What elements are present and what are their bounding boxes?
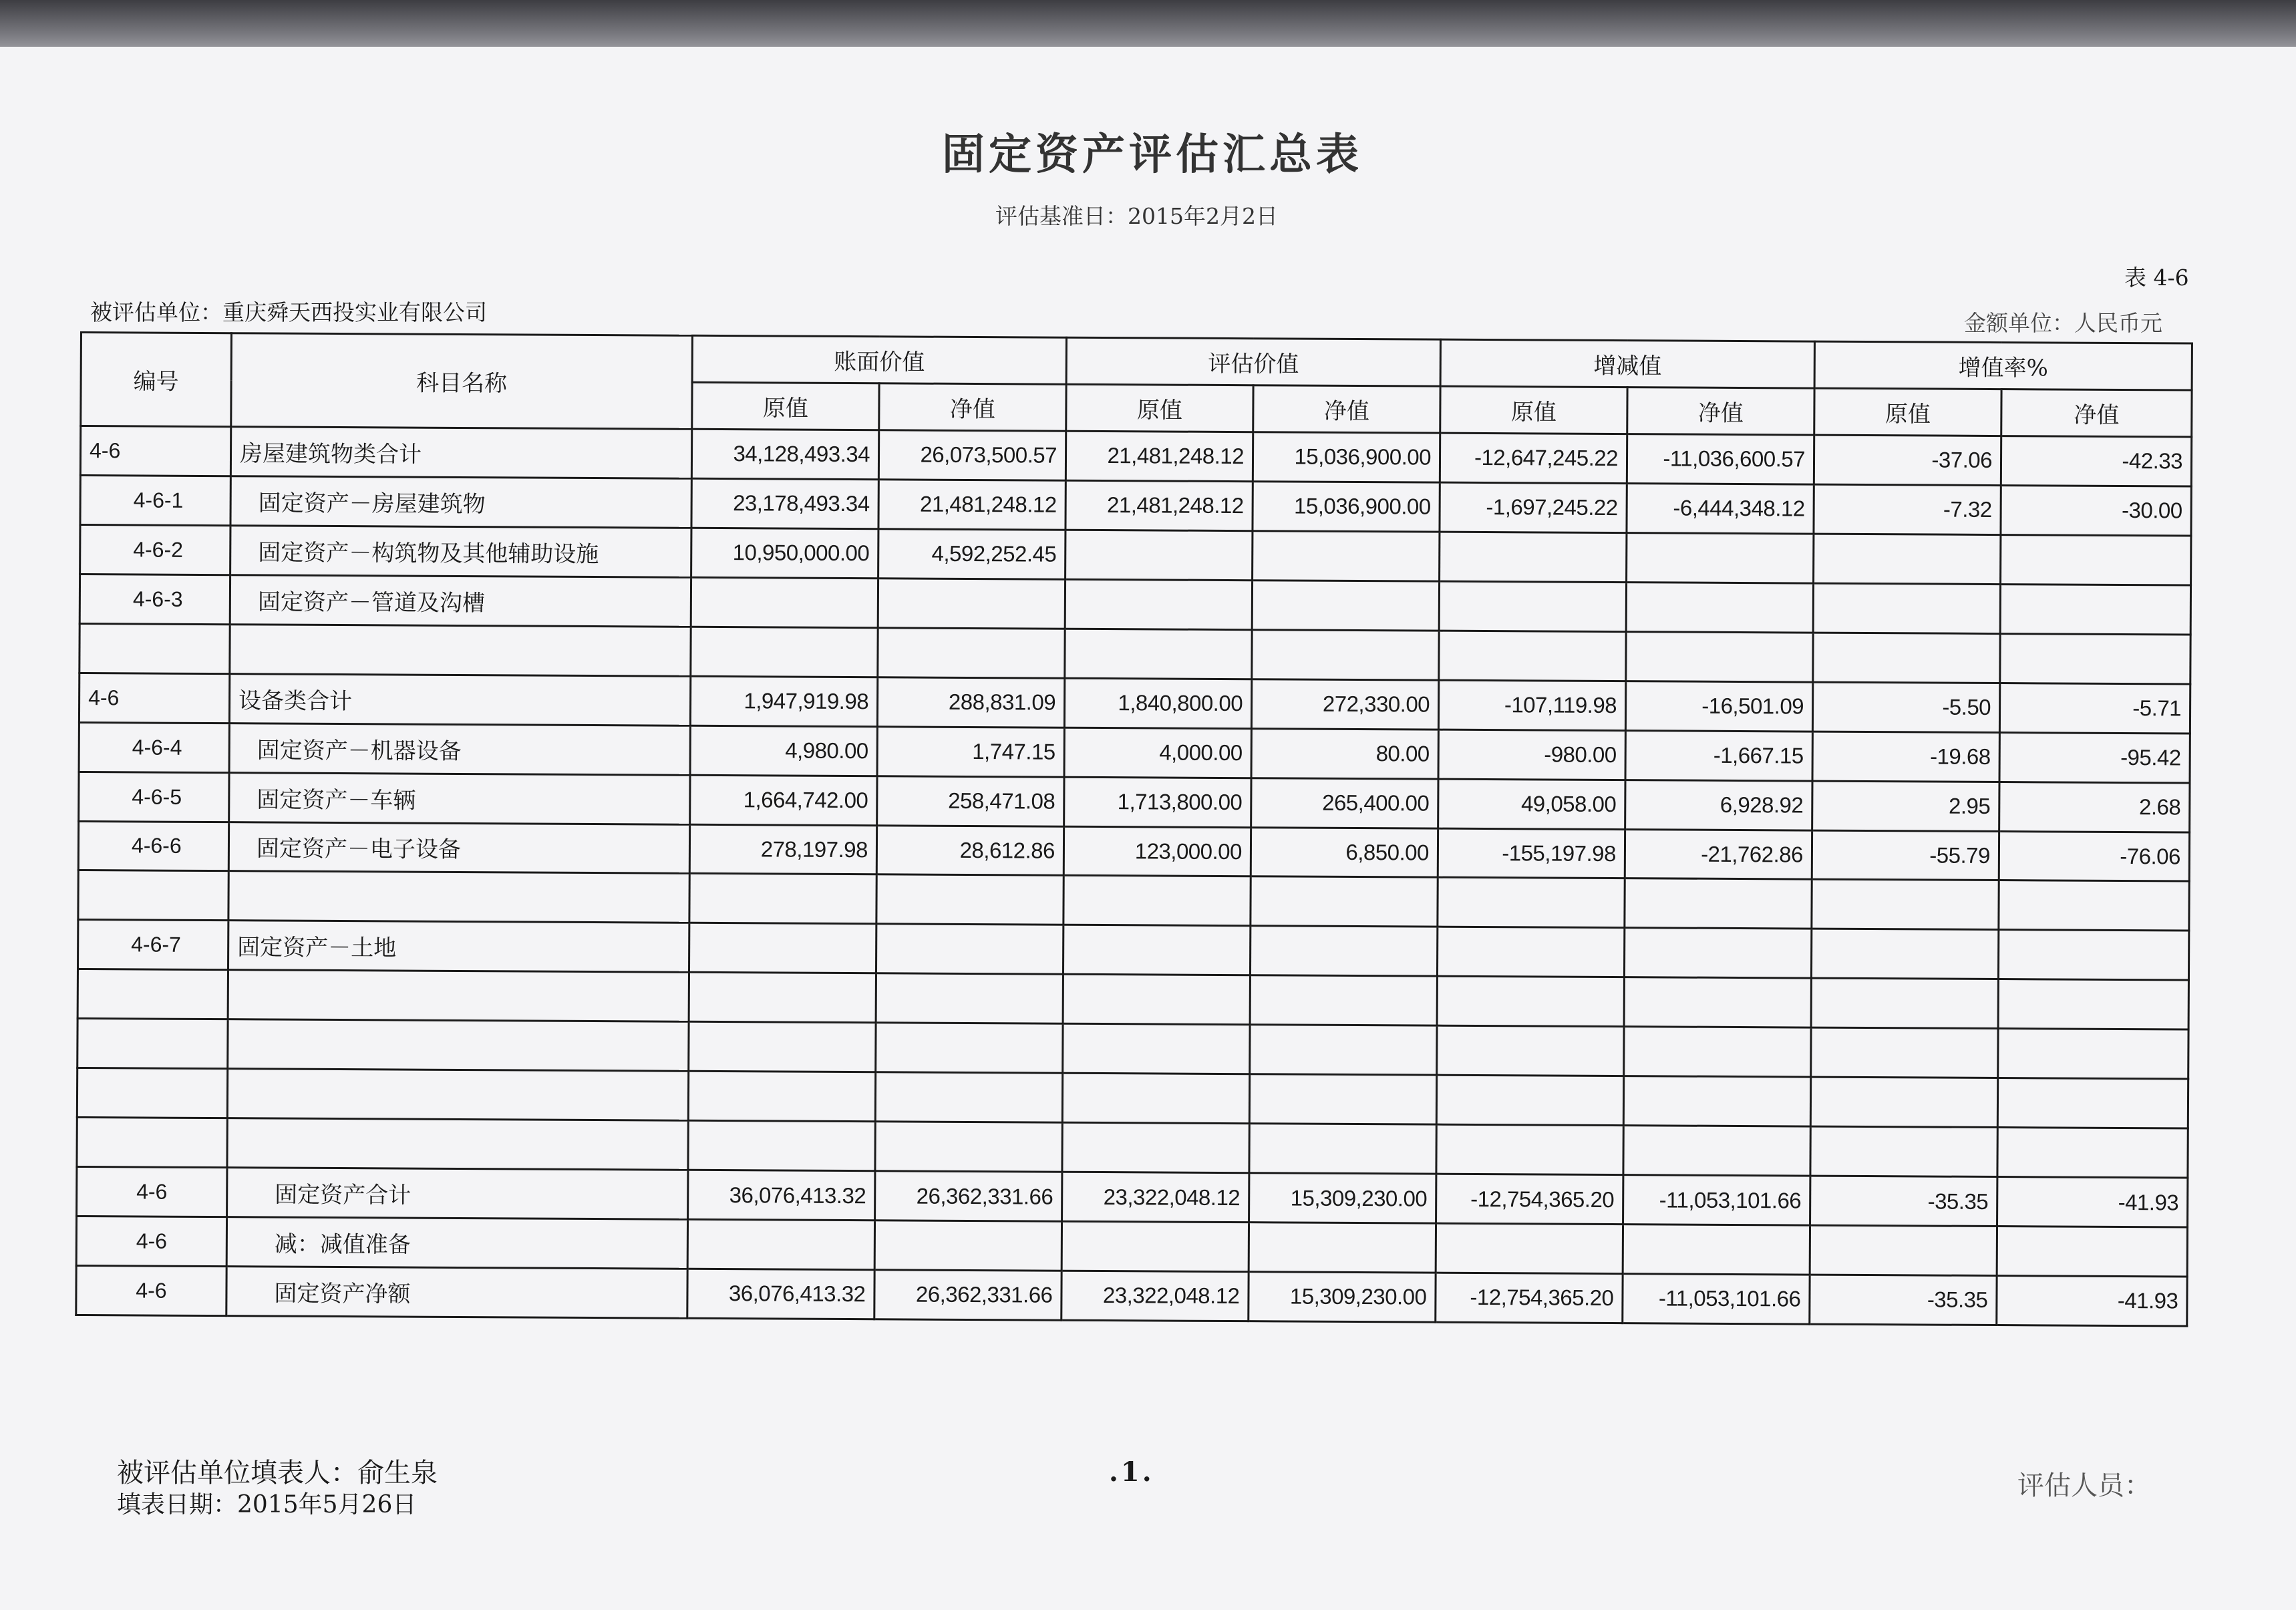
- cell-eval-net: 272,330.00: [1251, 679, 1438, 729]
- cell-chg-orig: [1438, 878, 1625, 928]
- cell-book-net: 26,073,500.57: [878, 430, 1065, 480]
- cell-name: 固定资产－房屋建筑物: [230, 476, 691, 528]
- cell-code: 4-6: [76, 1216, 226, 1266]
- currency-unit: 金额单位：人民币元: [1964, 310, 2162, 336]
- cell-chg-net: -11,053,101.66: [1623, 1175, 1810, 1225]
- appraised-unit: [90, 295, 487, 327]
- cell-chg-net: -11,053,101.66: [1623, 1274, 1810, 1325]
- cell-name: [230, 624, 691, 676]
- cell-name: [228, 1019, 689, 1072]
- cell-book-net: [875, 1072, 1062, 1122]
- header-row-group: [81, 333, 2192, 391]
- page-number: .1.: [1109, 1456, 1154, 1488]
- cell-rate-net: [1998, 930, 2188, 980]
- cell-chg-orig: [1439, 631, 1626, 681]
- fill-date-value: 2015年5月26日: [237, 1491, 417, 1518]
- cell-name: 固定资产－管道及沟槽: [230, 575, 691, 627]
- cell-eval-orig: 123,000.00: [1063, 826, 1251, 876]
- cell-name: 固定资产－车辆: [229, 772, 690, 824]
- cell-name: 固定资产－土地: [228, 921, 689, 973]
- header-book-value: 账面价值: [692, 335, 1066, 384]
- header-book-net: 净值: [879, 383, 1066, 431]
- base-date-value: 2015年2月2日: [1128, 203, 1278, 229]
- cell-chg-orig: [1436, 1124, 1623, 1174]
- cell-chg-net: [1624, 1027, 1811, 1077]
- cell-eval-net: [1252, 581, 1439, 631]
- cell-chg-net: [1623, 1126, 1810, 1176]
- cell-eval-orig: [1063, 876, 1251, 926]
- cell-eval-orig: [1062, 1073, 1249, 1123]
- cell-book-orig: [688, 1071, 875, 1121]
- cell-code: 4-6-1: [80, 475, 230, 525]
- cell-eval-orig: 4,000.00: [1064, 728, 1251, 778]
- header-change: 增减值: [1440, 339, 1814, 388]
- cell-rate-net: [1999, 880, 2189, 931]
- cell-name: 固定资产净额: [226, 1267, 687, 1319]
- cell-rate-net: -30.00: [2001, 485, 2191, 535]
- fill-date: [117, 1486, 416, 1520]
- cell-book-orig: [689, 923, 876, 973]
- cell-book-orig: 278,197.98: [689, 824, 876, 874]
- cell-book-net: 26,362,331.66: [875, 1171, 1062, 1221]
- cell-chg-net: [1626, 582, 1813, 632]
- cell-chg-orig: -12,647,245.22: [1440, 433, 1627, 483]
- cell-rate-orig: 2.95: [1812, 781, 1999, 831]
- cell-eval-orig: [1065, 629, 1252, 679]
- cell-code: 4-6: [79, 673, 229, 723]
- cell-code: 4-6-4: [79, 722, 229, 772]
- cell-eval-net: [1251, 876, 1438, 927]
- cell-name: [227, 1069, 688, 1121]
- cell-book-net: [878, 628, 1065, 678]
- cell-code: [77, 1118, 227, 1168]
- cell-book-orig: 36,076,413.32: [688, 1170, 875, 1220]
- cell-eval-orig: 23,322,048.12: [1062, 1172, 1249, 1222]
- cell-eval-net: [1253, 531, 1440, 581]
- cell-name: 固定资产－电子设备: [228, 822, 689, 874]
- cell-rate-net: -42.33: [2001, 436, 2191, 486]
- cell-eval-net: 6,850.00: [1251, 827, 1438, 877]
- cell-book-orig: [691, 577, 878, 627]
- cell-eval-net: 15,309,230.00: [1249, 1272, 1436, 1323]
- cell-rate-orig: -35.35: [1810, 1275, 1997, 1325]
- cell-book-orig: [691, 627, 878, 677]
- cell-rate-net: [1997, 1128, 2188, 1178]
- cell-name: [227, 1118, 688, 1170]
- cell-chg-net: [1624, 977, 1811, 1027]
- cell-chg-orig: [1439, 581, 1626, 631]
- cell-book-net: [876, 924, 1063, 974]
- cell-book-net: 28,612.86: [876, 825, 1063, 875]
- cell-code: 4-6-3: [79, 574, 230, 624]
- header-change-original: 原值: [1440, 386, 1627, 434]
- cell-book-orig: 36,076,413.32: [687, 1269, 874, 1319]
- header-code: 编号: [81, 333, 232, 427]
- cell-book-net: 288,831.09: [877, 677, 1064, 727]
- table-row: [76, 1265, 2187, 1326]
- preparer-name: 俞生泉: [357, 1458, 438, 1488]
- cell-chg-net: [1626, 631, 1813, 681]
- cell-rate-orig: [1814, 534, 2001, 584]
- cell-chg-orig: -12,754,365.20: [1436, 1174, 1623, 1224]
- cell-chg-orig: [1436, 1223, 1623, 1273]
- cell-chg-net: -16,501.09: [1625, 681, 1812, 731]
- cell-rate-orig: -55.79: [1812, 830, 1999, 880]
- cell-chg-orig: -1,697,245.22: [1440, 482, 1627, 532]
- cell-rate-net: [1998, 979, 2188, 1029]
- cell-chg-net: -6,444,348.12: [1627, 484, 1814, 534]
- table-number: 表 4-6: [2124, 265, 2189, 291]
- cell-rate-orig: [1812, 880, 1999, 930]
- cell-book-net: [876, 874, 1063, 925]
- header-eval-net: 净值: [1253, 385, 1440, 433]
- cell-rate-orig: [1811, 929, 1998, 979]
- cell-book-orig: 34,128,493.34: [691, 429, 878, 479]
- appraised-unit-label: 被评估单位：: [90, 299, 222, 325]
- cell-book-net: 1,747.15: [877, 726, 1064, 776]
- cell-eval-net: [1250, 926, 1437, 976]
- cell-rate-net: 2.68: [1999, 782, 2190, 832]
- appraiser-label: 评估人员：: [2017, 1470, 2151, 1501]
- cell-eval-net: [1249, 1124, 1436, 1174]
- cell-eval-net: 15,036,900.00: [1253, 432, 1440, 482]
- cell-chg-net: 6,928.92: [1625, 780, 1812, 830]
- cell-rate-net: -41.93: [1997, 1177, 2188, 1227]
- cell-eval-net: 80.00: [1251, 728, 1438, 778]
- cell-chg-orig: -155,197.98: [1438, 828, 1625, 878]
- cell-rate-orig: [1811, 1027, 1998, 1078]
- cell-code: 4-6: [77, 1167, 227, 1217]
- cell-chg-orig: [1437, 976, 1624, 1026]
- cell-eval-orig: [1065, 579, 1252, 629]
- cell-name: 设备类合计: [229, 673, 690, 726]
- base-date: [995, 199, 1278, 230]
- cell-rate-orig: [1810, 1077, 1997, 1127]
- cell-rate-net: -76.06: [1999, 831, 2189, 881]
- cell-rate-net: [2001, 534, 2191, 585]
- cell-rate-orig: -7.32: [1814, 484, 2001, 534]
- cell-chg-net: [1625, 878, 1812, 929]
- cell-eval-orig: [1062, 1122, 1249, 1172]
- cell-eval-net: [1252, 629, 1439, 679]
- cell-rate-orig: [1810, 1225, 1997, 1275]
- cell-rate-net: -5.71: [1999, 683, 2190, 733]
- cell-book-orig: [687, 1219, 874, 1269]
- cell-chg-net: [1623, 1225, 1810, 1275]
- header-rate-original: 原值: [1814, 388, 2001, 436]
- cell-code: 4-6: [76, 1265, 226, 1315]
- cell-rate-orig: [1813, 583, 2000, 633]
- cell-book-orig: [688, 1120, 875, 1170]
- cell-eval-orig: [1065, 530, 1253, 580]
- cell-name: 减：减值准备: [226, 1217, 687, 1269]
- cell-chg-orig: [1440, 532, 1627, 582]
- cell-chg-orig: [1436, 1075, 1623, 1125]
- cell-chg-orig: -980.00: [1438, 730, 1625, 780]
- cell-rate-orig: -37.06: [1814, 435, 2001, 485]
- cell-book-net: [875, 1122, 1062, 1172]
- cell-rate-orig: [1810, 1126, 1997, 1176]
- cell-name: [228, 970, 689, 1022]
- cell-rate-net: [1997, 1078, 2188, 1128]
- cell-name: 固定资产－机器设备: [229, 723, 690, 775]
- cell-chg-orig: [1437, 1025, 1624, 1076]
- cell-rate-orig: -35.35: [1810, 1176, 1997, 1226]
- cell-eval-orig: 23,322,048.12: [1061, 1271, 1249, 1321]
- cell-chg-orig: -12,754,365.20: [1436, 1273, 1623, 1323]
- cell-name: 固定资产合计: [227, 1168, 688, 1220]
- cell-chg-net: -1,667.15: [1625, 730, 1812, 780]
- cell-rate-orig: [1813, 633, 2000, 683]
- cell-book-net: 258,471.08: [877, 776, 1064, 826]
- base-date-label: 评估基准日：: [995, 203, 1128, 229]
- cell-code: [78, 870, 228, 921]
- cell-name: [228, 871, 689, 923]
- cell-book-orig: 10,950,000.00: [691, 528, 878, 578]
- cell-book-orig: [689, 874, 876, 924]
- cell-code: [79, 623, 230, 673]
- cell-eval-orig: [1063, 925, 1250, 975]
- cell-book-orig: 1,947,919.98: [690, 676, 877, 726]
- header-appraised-value: 评估价值: [1066, 337, 1440, 386]
- summary-table: [75, 331, 2193, 1327]
- cell-book-orig: 23,178,493.34: [691, 478, 878, 528]
- cell-book-orig: 1,664,742.00: [690, 775, 877, 825]
- cell-rate-net: [2000, 633, 2190, 683]
- cell-book-net: [876, 973, 1063, 1023]
- cell-eval-orig: 21,481,248.12: [1065, 480, 1253, 530]
- cell-chg-orig: [1437, 927, 1624, 977]
- cell-rate-net: -41.93: [1997, 1275, 2187, 1326]
- cell-chg-net: -11,036,600.57: [1627, 434, 1814, 484]
- cell-rate-net: -95.42: [1999, 732, 2190, 782]
- cell-eval-orig: [1063, 1023, 1250, 1074]
- cell-name: 房屋建筑物类合计: [230, 427, 691, 479]
- cell-eval-net: [1249, 1074, 1436, 1124]
- fill-date-label: 填表日期：: [117, 1491, 238, 1518]
- cell-rate-net: [1998, 1029, 2188, 1079]
- cell-eval-net: [1250, 975, 1437, 1025]
- cell-book-net: [876, 1023, 1063, 1073]
- cell-eval-orig: 21,481,248.12: [1065, 431, 1253, 481]
- header-rate-net: 净值: [2001, 389, 2192, 437]
- preparer: [117, 1452, 438, 1490]
- cell-code: 4-6-2: [80, 524, 230, 575]
- header-eval-original: 原值: [1066, 384, 1253, 432]
- cell-book-net: 4,592,252.45: [878, 529, 1065, 579]
- cell-chg-net: [1627, 533, 1814, 583]
- cell-eval-net: 265,400.00: [1251, 778, 1438, 828]
- cell-code: [77, 969, 228, 1019]
- cell-code: 4-6: [80, 426, 230, 476]
- cell-name: 固定资产－构筑物及其他辅助设施: [230, 526, 691, 578]
- cell-chg-net: [1624, 928, 1811, 978]
- cell-rate-orig: [1811, 978, 1998, 1028]
- cell-eval-net: [1250, 1025, 1437, 1075]
- cell-chg-orig: -107,119.98: [1438, 680, 1625, 730]
- cell-code: [77, 1019, 228, 1069]
- header-change-net: 净值: [1627, 387, 1814, 435]
- cell-eval-net: [1249, 1223, 1436, 1273]
- cell-book-net: [874, 1221, 1061, 1271]
- cell-rate-orig: -5.50: [1812, 682, 1999, 732]
- cell-book-orig: 4,980.00: [690, 726, 877, 776]
- header-name: 科目名称: [231, 333, 693, 430]
- cell-book-orig: [689, 1022, 876, 1072]
- cell-book-net: 21,481,248.12: [878, 480, 1065, 530]
- header-book-original: 原值: [692, 382, 879, 430]
- cell-eval-orig: 1,840,800.00: [1064, 678, 1251, 728]
- cell-chg-net: [1623, 1076, 1810, 1126]
- cell-eval-orig: [1061, 1221, 1249, 1271]
- cell-rate-orig: -19.68: [1812, 732, 1999, 782]
- cell-eval-orig: [1063, 975, 1250, 1025]
- document-title: 固定资产评估汇总表: [942, 130, 1363, 180]
- preparer-label: 被评估单位填表人：: [117, 1458, 357, 1488]
- cell-book-orig: [689, 973, 876, 1023]
- cell-rate-net: [1997, 1227, 2187, 1277]
- cell-rate-net: [2000, 584, 2190, 634]
- header-change-rate: 增值率%: [1814, 341, 2192, 390]
- cell-eval-net: 15,309,230.00: [1249, 1173, 1436, 1223]
- cell-book-net: [878, 579, 1065, 629]
- cell-code: 4-6-7: [78, 920, 228, 970]
- cell-eval-net: 15,036,900.00: [1253, 482, 1440, 532]
- appraised-unit-value: 重庆舜天西投实业有限公司: [222, 299, 487, 325]
- cell-chg-net: -21,762.86: [1625, 829, 1812, 879]
- cell-eval-orig: 1,713,800.00: [1064, 777, 1251, 827]
- cell-chg-orig: 49,058.00: [1438, 779, 1625, 829]
- cell-code: 4-6-6: [78, 821, 228, 871]
- cell-code: [77, 1068, 227, 1118]
- cell-book-net: 26,362,331.66: [874, 1270, 1061, 1321]
- cell-code: 4-6-5: [79, 772, 229, 822]
